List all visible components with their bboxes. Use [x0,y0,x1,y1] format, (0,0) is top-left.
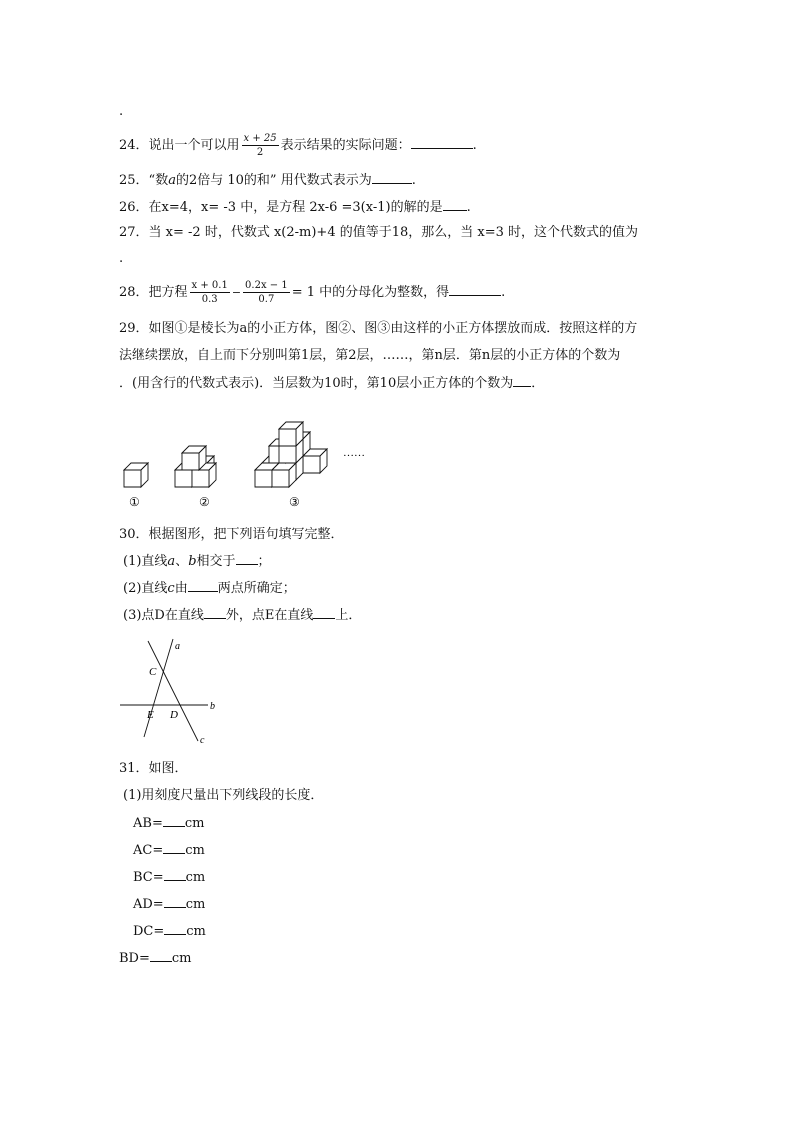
fig-label-1: ① [129,495,140,509]
q28-eq: = 1 中的分母化为整数，得 [291,285,450,300]
q25-var: a [168,173,176,188]
q30-s1-blank[interactable] [236,552,258,565]
q30-s1-a: (1)直线 [123,554,168,569]
question-27-cont: . [119,251,124,266]
measure-unit: cm [185,843,205,858]
measure-item [119,949,191,968]
measure-blank[interactable] [150,949,172,962]
q25-part2: 的2倍与 10的和” 用代数式表示为 [175,173,372,188]
measure-blank[interactable] [163,841,185,854]
measure-label: AD= [133,897,164,912]
stray-dot: . [119,104,124,119]
measure-blank[interactable] [164,895,186,908]
q30-s2-b: 由 [174,581,188,596]
label-b: b [210,701,215,712]
q28-f1-num: x + 0.1 [191,280,228,291]
q24-answer-blank[interactable] [411,136,473,149]
q30-s1-sep: 、 [175,554,189,569]
fig-ellipsis: …… [343,447,365,459]
question-25 [119,171,416,190]
question-29-line1: 29．如图①是棱长为a的小正方体，图②、图③由这样的小正方体摆放而成．按照这样的方 [119,321,638,336]
q24-fraction [242,132,279,159]
q28-answer-blank[interactable] [449,283,501,296]
label-D: D [170,709,178,721]
question-31-title: 31．如图． [119,761,188,776]
lines-figure [118,637,228,747]
question-29-line2: 法继续摆放，自上而下分别叫第1层，第2层，……，第n层．第n层的小正方体的个数为 [119,348,621,363]
q30-s3-blank-1[interactable] [204,606,226,619]
cube [124,463,148,487]
question-30-title: 30．根据图形，把下列语句填写完整． [119,527,344,542]
q26-answer-blank[interactable] [443,198,467,211]
q25-end: . [411,173,416,188]
measure-label: AB= [133,816,163,831]
q24-suffix: 表示结果的实际问题： [280,138,411,153]
fig-label-2: ② [199,495,210,509]
question-26 [119,198,471,217]
measure-unit: cm [184,816,205,831]
q28-fraction-1 [190,279,230,306]
q30-s3-b: 外，点E在直线 [225,608,314,623]
q24-frac-den: 2 [256,147,264,158]
measure-item [133,841,205,860]
fig-label-3: ③ [289,495,300,509]
q29-line3-text: ．(用含行的代数式表示)．当层数为10时，第10层小正方体的个数为 [119,376,514,391]
q26-text: 26．在x=4，x= -3 中，是方程 2x-6 =3(x-1)的解的是 [119,200,443,215]
cube [182,446,206,470]
measure-unit: cm [185,870,206,885]
question-27: 27．当 x= -2 时，代数式 x(2-m)+4 的值等于18，那么，当 x=3 时，这个代数式的值为 [119,225,639,240]
measure-blank[interactable] [164,922,186,935]
q24-prefix: 24．说出一个可以用 [119,138,240,153]
measure-blank[interactable] [164,868,186,881]
q24-frac-num: x + 25 [243,133,277,144]
q30-s1-end: ； [257,554,271,569]
measure-label: BD= [119,951,150,966]
q30-s3-blank-2[interactable] [313,606,335,619]
label-a: a [175,641,180,652]
q30-s2-a: (2)直线 [123,581,168,596]
q30-s2-c: 两点所确定； [217,581,296,596]
q25-answer-blank[interactable] [372,171,412,184]
q30-s3-c: 上． [335,608,362,623]
q30-s2-blank[interactable] [188,579,218,592]
label-c: c [200,735,205,746]
label-E: E [147,709,154,721]
line-c [148,641,198,741]
question-29-line3 [119,374,544,393]
q24-end: . [472,138,477,153]
q28-f2-num: 0.2x − 1 [245,280,288,291]
q28-minus: − [231,286,242,299]
cube [272,463,296,487]
measure-unit: cm [171,951,192,966]
q30-s1-var1: a [167,554,176,569]
q30-s1-var2: b [188,554,197,569]
question-28 [119,278,505,308]
label-C: C [149,666,157,678]
measure-label: BC= [133,870,164,885]
q29-line3-end: ． [531,376,545,391]
measure-item [133,895,205,914]
q26-end: . [466,200,471,215]
q28-fraction-2 [243,279,290,306]
q30-s1-b: 相交于 [196,554,236,569]
measure-unit: cm [185,897,206,912]
measure-item [133,868,205,887]
cube [279,422,303,446]
measure-item [133,922,206,941]
question-30-s2 [123,579,296,598]
q30-s3-a: (3)点D在直线 [123,608,204,623]
cubes-figure [115,405,375,513]
q28-f1-den: 0.3 [201,294,218,305]
q25-part1: 25．“数 [119,173,169,188]
q28-end: . [501,285,506,300]
question-24 [119,132,477,159]
question-30-s1 [123,552,271,571]
measure-label: DC= [133,924,165,939]
q30-s2-var: c [167,581,175,596]
measure-blank[interactable] [163,814,185,827]
measure-label: AC= [133,843,164,858]
question-30-s3 [123,606,361,625]
q28-prefix: 28．把方程 [119,285,188,300]
measure-item [133,814,204,833]
q28-f2-den: 0.7 [258,294,275,305]
question-31-sub1: (1)用刻度尺量出下列线段的长度． [123,788,324,803]
q29-answer-blank[interactable] [513,374,531,387]
line-a [144,639,173,737]
measure-unit: cm [186,924,206,939]
